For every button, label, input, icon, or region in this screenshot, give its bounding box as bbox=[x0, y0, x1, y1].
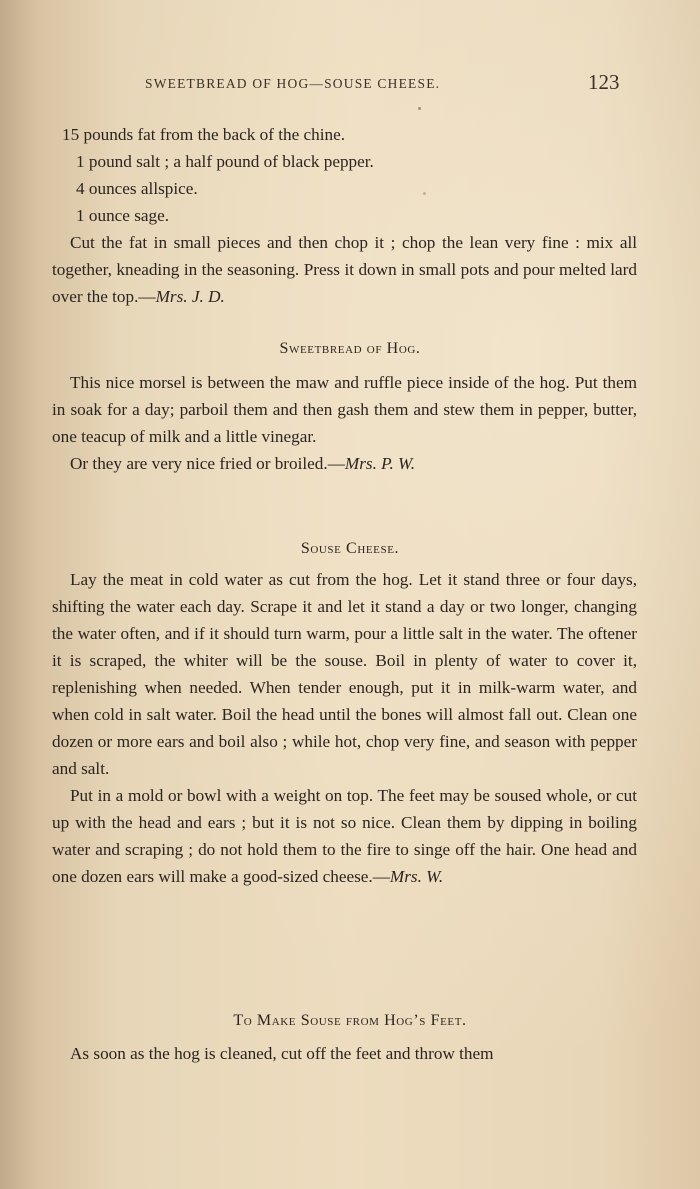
ink-speck bbox=[423, 192, 426, 195]
heading-souse-feet bbox=[0, 1012, 700, 1030]
souse-feet-paragraph: As soon as the hog is cleaned, cut off the feet and throw them bbox=[70, 1044, 494, 1063]
heading-souse-feet-text: To Make Souse from Hog’s Feet. bbox=[233, 1012, 467, 1029]
page-number: 123 bbox=[588, 70, 620, 94]
sweetbread-paragraph-2 bbox=[52, 450, 637, 477]
heading-souse-cheese bbox=[0, 540, 700, 558]
heading-sweetbread bbox=[0, 340, 700, 358]
sweetbread-text-2: Or they are very nice fried or broiled.— bbox=[70, 454, 345, 473]
ink-speck bbox=[418, 107, 421, 110]
sweetbread-signature: Mrs. P. W. bbox=[344, 454, 416, 473]
souse-cheese-block bbox=[52, 566, 637, 890]
ingredient-line: 15 pounds fat from the back of the chine. bbox=[62, 125, 346, 144]
ingredients-block bbox=[52, 121, 637, 310]
sweetbread-paragraph: This nice morsel is between the maw and ruffle piece inside of the hog. Put them in soak for a day; parboil them and then gash them and stew them in pepper, butter, one teacup of milk and a little vinegar. bbox=[52, 373, 637, 446]
souse-cheese-paragraph-2 bbox=[52, 782, 637, 890]
souse-cheese-paragraph: Lay the meat in cold water as cut from the hog. Let it stand three or four days, shifting the water each day. Scrape it and let it stand a day or two longer, changing the water often, and if it should turn warm, pour a little salt in the water. The oftener it is scraped, the whiter will be the souse. Boil in plenty of water to cover it, replenishing when needed. When tender enough, put it in milk-warm water, and when cold in salt water. Boil the head until the bones will almost fall out. Clean one dozen or more ears and boil also ; while hot, chop very fine, and season with pepper and salt. bbox=[52, 570, 637, 778]
souse-cheese-text-2: Put in a mold or bowl with a weight on top. The feet may be soused whole, or cut up with the head and ears ; but it is not so nice. Clean them by dipping in boiling water and scraping ; do not hold them to the fire to singe off the hair. One head and one dozen ears will make a good-sized cheese.— bbox=[52, 786, 637, 886]
ingredient-line: 1 ounce sage. bbox=[76, 206, 170, 225]
running-head: SWEETBREAD OF HOG—SOUSE CHEESE. bbox=[145, 76, 441, 91]
souse-cheese-signature: Mrs. W. bbox=[389, 867, 444, 886]
heading-sweetbread-text: Sweetbread of Hog. bbox=[279, 340, 421, 357]
sweetbread-block bbox=[52, 369, 637, 477]
intro-signature: Mrs. J. D. bbox=[155, 287, 225, 306]
intro-text: Cut the fat in small pieces and then chop it ; chop the lean very fine : mix all together, kneading in the seasoning. Press it down in small pots and pour melted lard over the top.— bbox=[52, 233, 637, 306]
intro-paragraph bbox=[52, 229, 637, 310]
ingredient-line: 4 ounces allspice. bbox=[76, 179, 198, 198]
souse-feet-block bbox=[52, 1040, 637, 1067]
heading-souse-cheese-text: Souse Cheese. bbox=[300, 540, 400, 557]
ingredient-line: 1 pound salt ; a half pound of black pepper. bbox=[76, 152, 374, 171]
